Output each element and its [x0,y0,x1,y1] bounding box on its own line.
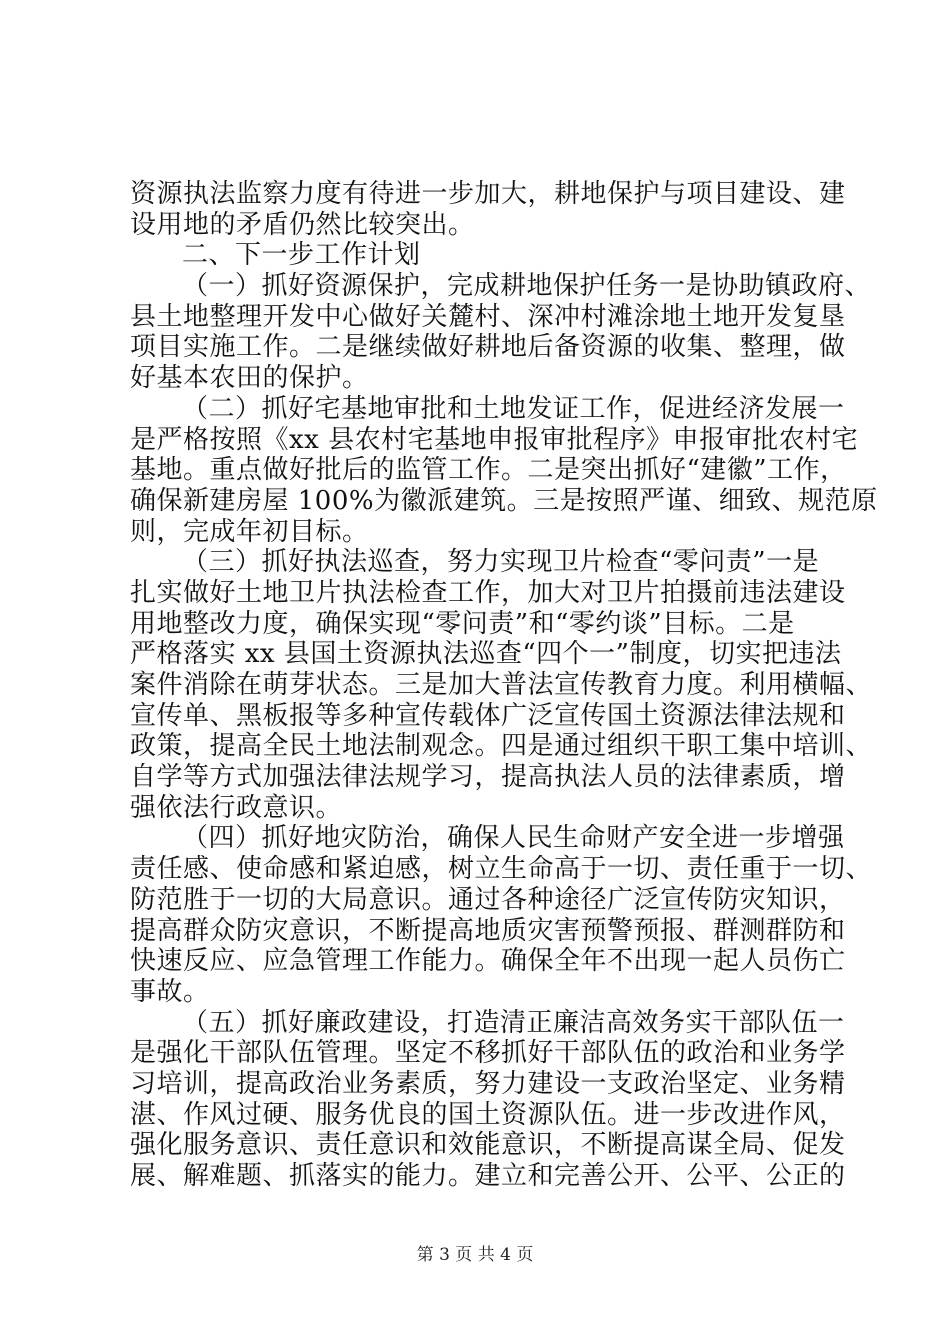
body-line: 政策，提高全民土地法制观念。四是通过组织干职工集中培训、 [130,731,873,761]
body-line: 事故。 [130,977,210,1007]
body-line: 案件消除在萌芽状态。三是加大普法宣传教育力度。利用横幅、 [130,670,873,700]
body-line: 习培训，提高政治业务素质，努力建设一支政治坚定、业务精 [130,1069,846,1099]
body-line: （三）抓好执法巡查，努力实现卫片检查“零问责”一是 [182,547,820,577]
body-line: 提高群众防灾意识，不断提高地质灾害预警预报、群测群防和 [130,916,846,946]
body-line: 好基本农田的保护。 [130,363,369,393]
body-line: 资源执法监察力度有待进一步加大，耕地保护与项目建设、建 [130,179,846,209]
body-line: 是强化干部队伍管理。坚定不移抓好干部队伍的政治和业务学 [130,1038,846,1068]
body-line: 设用地的矛盾仍然比较突出。 [130,210,475,240]
body-line: 用地整改力度，确保实现“零问责”和“零约谈”目标。二是 [130,609,795,639]
body-line: （二）抓好宅基地审批和土地发证工作，促进经济发展一 [182,394,845,424]
body-line: 宣传单、黑板报等多种宣传载体广泛宣传国土资源法律法规和 [130,701,846,731]
body-line: （一）抓好资源保护，完成耕地保护任务一是协助镇政府、 [182,271,872,301]
body-line: 项目实施工作。二是继续做好耕地后备资源的收集、整理，做 [130,332,846,362]
body-line: 确保新建房屋 100%为徽派建筑。三是按照严谨、细致、规范原 [130,486,878,516]
body-line: 展、解难题、抓落实的能力。建立和完善公开、公平、公正的 [130,1161,846,1191]
section-heading: 二、下一步工作计划 [182,240,421,270]
body-line: 严格落实 xx 县国土资源执法巡查“四个一”制度，切实把违法 [130,639,842,669]
body-line: 强依法行政意识。 [130,793,343,823]
body-line: 快速反应、应急管理工作能力。确保全年不出现一起人员伤亡 [130,946,846,976]
body-line: 防范胜于一切的大局意识。通过各种途径广泛宣传防灾知识， [130,885,846,915]
page-footer: 第 3 页 共 4 页 [416,1245,534,1265]
body-line: 县土地整理开发中心做好关麓村、深冲村滩涂地土地开发复垦 [130,302,846,332]
body-line: （五）抓好廉政建设，打造清正廉洁高效务实干部队伍一 [182,1008,845,1038]
body-line: 是严格按照《xx 县农村宅基地申报审批程序》申报审批农村宅 [130,425,859,455]
body-line: 自学等方式加强法律法规学习，提高执法人员的法律素质，增 [130,762,846,792]
body-line: 扎实做好土地卫片执法检查工作，加大对卫片拍摄前违法建设 [130,578,846,608]
body-line: 湛、作风过硬、服务优良的国土资源队伍。进一步改进作风， [130,1100,846,1130]
body-line: 强化服务意识、责任意识和效能意识，不断提高谋全局、促发 [130,1130,846,1160]
body-line: 责任感、使命感和紧迫感，树立生命高于一切、责任重于一切、 [130,854,873,884]
body-line: 则，完成年初目标。 [130,517,369,547]
body-line: 基地。重点做好批后的监管工作。二是突出抓好“建徽”工作， [130,455,847,485]
body-line: （四）抓好地灾防治，确保人民生命财产安全进一步增强 [182,823,845,853]
